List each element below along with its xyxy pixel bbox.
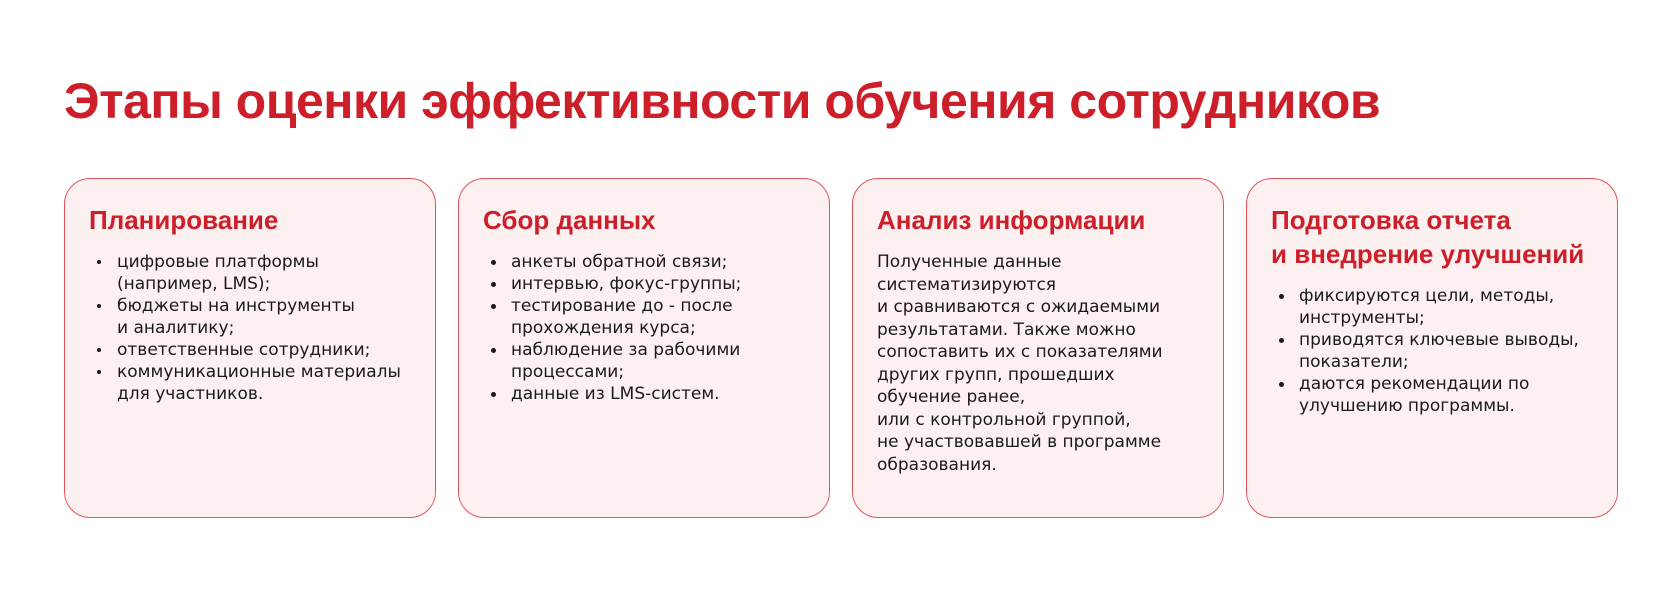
bullet-icon xyxy=(97,348,101,352)
bullet-icon xyxy=(491,392,496,397)
list-item-text: бюджеты на инструменты и аналитику; xyxy=(117,296,355,338)
card-title: Подготовка отчета и внедрение улучшений xyxy=(1271,205,1585,269)
list-item xyxy=(89,295,413,339)
list-item-text: ответственные сотрудники; xyxy=(117,340,371,360)
list-item-text: даются рекомендации по улучшению программы. xyxy=(1299,374,1530,416)
bullet-icon xyxy=(491,348,496,353)
card-analysis xyxy=(852,178,1224,518)
bullet-icon xyxy=(1279,338,1284,343)
list-item xyxy=(89,339,413,361)
list-item-text: приводятся ключевые выводы, показатели; xyxy=(1299,330,1579,372)
card-title: Планирование xyxy=(89,205,279,235)
list-item-text: анкеты обратной связи; xyxy=(511,252,728,272)
bullet-icon xyxy=(97,370,101,374)
card-list xyxy=(1271,285,1595,417)
card-title: Сбор данных xyxy=(483,205,656,235)
stages-row xyxy=(64,178,1618,518)
list-item-text: цифровые платформы (например, LMS); xyxy=(117,252,319,294)
card-list xyxy=(89,251,413,405)
bullet-icon xyxy=(1279,294,1284,299)
list-item xyxy=(483,383,807,405)
list-item-text: фиксируются цели, методы, инструменты; xyxy=(1299,286,1555,328)
list-item xyxy=(1271,329,1595,373)
list-item-text: данные из LMS-систем. xyxy=(511,384,720,404)
card-paragraph: Полученные данные систематизируются и сравниваются с ожидаемыми результатами. Также можно сопоставить их с показателями других групп, прошедших обучение ранее, или с контрольной группой, не участвовавшей в программе образования. xyxy=(877,252,1163,475)
list-item xyxy=(483,251,807,273)
list-item xyxy=(1271,373,1595,417)
bullet-icon xyxy=(97,304,101,308)
list-item xyxy=(89,251,413,295)
card-list xyxy=(483,251,807,405)
list-item-text: наблюдение за рабочими процессами; xyxy=(511,340,741,382)
card-report xyxy=(1246,178,1618,518)
bullet-icon xyxy=(1279,382,1284,387)
list-item xyxy=(483,273,807,295)
card-data-collection xyxy=(458,178,830,518)
bullet-icon xyxy=(491,282,496,287)
bullet-icon xyxy=(491,260,496,265)
page-title: Этапы оценки эффективности обучения сотрудников xyxy=(64,73,1381,129)
card-planning xyxy=(64,178,436,518)
list-item xyxy=(483,295,807,339)
list-item xyxy=(89,361,413,405)
list-item-text: коммуникационные материалы для участников. xyxy=(117,362,401,404)
list-item-text: тестирование до - после прохождения курса; xyxy=(511,296,733,338)
bullet-icon xyxy=(97,260,101,264)
list-item-text: интервью, фокус-группы; xyxy=(511,274,742,294)
list-item xyxy=(1271,285,1595,329)
bullet-icon xyxy=(491,304,496,309)
list-item xyxy=(483,339,807,383)
card-title: Анализ информации xyxy=(877,205,1146,235)
